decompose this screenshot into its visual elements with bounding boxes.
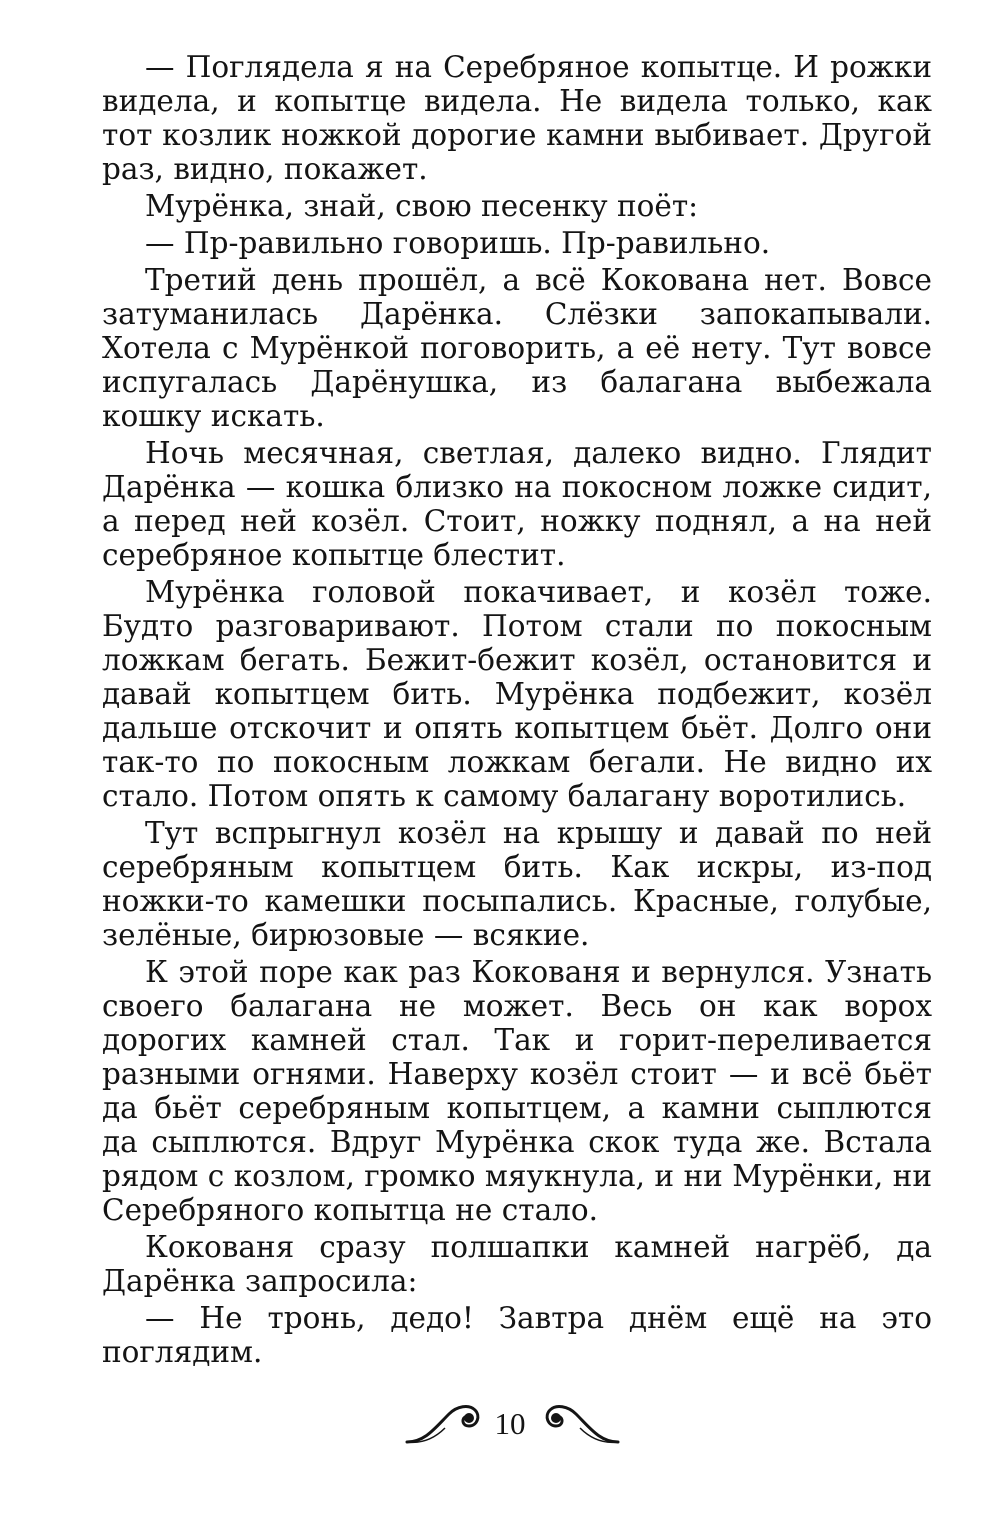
page-text (102, 50, 932, 1372)
paragraph: — Пр-равильно говоришь. Пр-равильно. (145, 226, 771, 260)
paragraph: Третий день прошёл, а всё Кокована нет. Вовсе затуманилась Дарёнка. Слёзки запокапывали. Хотела с Мурёнкой поговорить, а её нету. Тут вовсе испугалась Дарёнушка, из балагана выбежала кошку искать. (102, 263, 932, 433)
paragraph: — Поглядела я на Серебряное копытце. И рожки видела, и копытце видела. Не видела только, как тот козлик ножкой дорогие камни выбивает. Другой раз, видно, покажет. (102, 50, 932, 186)
paragraph: К этой поре как раз Кокованя и вернулся. Узнать своего балагана не может. Весь он как ворох дорогих камней стал. Так и горит-переливается разными огнями. Наверху козёл стоит — и всё бьёт да бьёт серебряным копытцем, а камни сыплются да сыплются. Вдруг Мурёнка скок туда же. Встала рядом с козлом, громко мяукнула, и ни Мурёнки, ни Серебряного копытца не стало. (102, 955, 932, 1227)
page-number: 10 (494, 1406, 526, 1441)
paragraph: Кокованя сразу полшапки камней нагрёб, да Дарёнка запросила: (102, 1230, 932, 1298)
paragraph: — Не тронь, дедо! Завтра днём ещё на это поглядим. (102, 1301, 932, 1369)
page-footer (0, 1398, 1000, 1454)
paragraph: Мурёнка, знай, свою песенку поёт: (145, 189, 699, 223)
paragraph: Мурёнка головой покачивает, и козёл тоже. Будто разговаривают. Потом стали по покосным ложкам бегать. Бежит-бежит козёл, остановится и давай копытцем бить. Мурёнка подбежит, козёл дальше отскочит и опять копытцем бьёт. Долго они так-то по покосным ложкам бегали. Не видно их стало. Потом опять к самому балагану воротились. (102, 575, 932, 813)
paragraph: Ночь месячная, светлая, далеко видно. Глядит Дарёнка — кошка близко на покосном ложке сидит, а перед ней козёл. Стоит, ножку поднял, а на ней серебряное копытце блестит. (102, 436, 932, 572)
paragraph: Тут вспрыгнул козёл на крышу и давай по ней серебряным копытцем бить. Как искры, из-под ножки-то камешки посыпались. Красные, голубые, зелёные, бирюзовые — всякие. (102, 816, 932, 952)
right-swirl-ornament-icon (540, 1398, 620, 1450)
